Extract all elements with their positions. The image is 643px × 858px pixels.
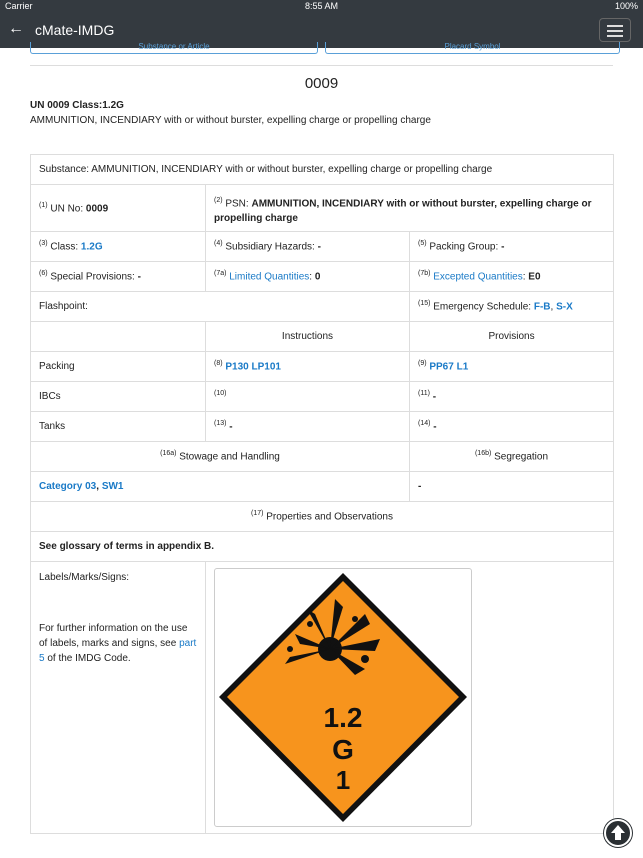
substance-button[interactable]: Substance or Article bbox=[30, 42, 318, 54]
carrier-label: Carrier bbox=[5, 1, 33, 11]
status-bar bbox=[0, 0, 643, 13]
properties-header: $^{(17)}$ Properties and Observations bbox=[31, 502, 614, 532]
un-class-line: UN 0009 Class:1.2G bbox=[30, 100, 124, 111]
flashpoint-cell: Flashpoint: bbox=[31, 292, 410, 322]
limited-quantities-link[interactable]: Limited Quantities bbox=[229, 271, 310, 283]
part5-link[interactable]: part 5 bbox=[39, 638, 197, 664]
tanks-provisions-cell: $^{(14)}$ - bbox=[410, 412, 614, 442]
tanks-instructions-cell: $^{(13)}$ - bbox=[206, 412, 410, 442]
packing-label: Packing bbox=[31, 352, 206, 382]
placard-image-frame bbox=[214, 568, 472, 827]
clock: 8:55 AM bbox=[304, 1, 339, 11]
back-arrow-icon[interactable]: ← bbox=[8, 20, 24, 37]
stowage-header: $^{(16a)}$ Stowage and Handling bbox=[31, 442, 410, 472]
ibcs-instructions-cell: (10) bbox=[206, 382, 410, 412]
hamburger-menu-icon[interactable] bbox=[599, 18, 631, 42]
placard-class-number: 1 bbox=[335, 765, 351, 795]
labels-title: Labels/Marks/Signs: bbox=[39, 572, 130, 583]
provisions-header: Provisions bbox=[410, 322, 614, 352]
top-buttons bbox=[30, 42, 620, 57]
segregation-header: $^{(16b)}$ Segregation bbox=[410, 442, 614, 472]
excepted-quantities-link[interactable]: Excepted Quantities bbox=[433, 271, 523, 283]
class-link[interactable]: 1.2G bbox=[80, 241, 103, 253]
ibcs-label: IBCs bbox=[31, 382, 206, 412]
packing-group-cell: $^{(5)}$ Packing Group: - bbox=[410, 232, 614, 262]
ems-spill-link[interactable]: S-X bbox=[556, 301, 573, 313]
un-no-cell: $^{(1)}$ UN No: 0009 bbox=[31, 185, 206, 232]
stowage-category-link[interactable]: Category 03 bbox=[39, 481, 97, 492]
page-title: 0009 bbox=[304, 75, 339, 92]
packing-provisions-cell: $^{(9)}$ PP67 L1 bbox=[410, 352, 614, 382]
explosive-class-1-placard bbox=[215, 569, 471, 826]
divider bbox=[30, 65, 613, 66]
excepted-quantities-cell: $^{(7b)}$ Excepted Quantities: E0 bbox=[410, 262, 614, 292]
stowage-cell: Category 03, SW1 bbox=[31, 472, 410, 502]
placard-compat-group: G bbox=[332, 734, 354, 765]
psn-line: AMMUNITION, INCENDIARY with or without burster, expelling charge or propelling charge bbox=[30, 115, 431, 126]
substance-cell: Substance: AMMUNITION, INCENDIARY with or without burster, expelling charge or propelling charge bbox=[31, 155, 614, 185]
ems-cell: $^{(15)}$ Emergency Schedule: F-B, S-X bbox=[410, 292, 614, 322]
empty-cell bbox=[31, 322, 206, 352]
subsidiary-cell: $^{(4)}$ Subsidiary Hazards: - bbox=[206, 232, 410, 262]
app-title: cMate-IMDG bbox=[35, 22, 115, 38]
tanks-label: Tanks bbox=[31, 412, 206, 442]
packing-instructions-cell: $^{(8)}$ P130 LP101 bbox=[206, 352, 410, 382]
placard-cell bbox=[206, 562, 614, 834]
ibcs-provisions-cell: $^{(11)}$ - bbox=[410, 382, 614, 412]
dangerous-goods-table bbox=[30, 154, 614, 834]
labels-info: For further information on the use of labels, marks and signs, see part 5 of the IMDG Code. bbox=[39, 623, 197, 664]
scroll-to-top-button[interactable] bbox=[603, 818, 633, 848]
instructions-header: Instructions bbox=[206, 322, 410, 352]
packing-instructions-link[interactable]: P130 LP101 bbox=[225, 361, 281, 373]
placard-symbol-button[interactable]: Placard Symbol bbox=[325, 42, 620, 54]
segregation-cell: - bbox=[410, 472, 614, 502]
special-provisions-cell: $^{(6)}$ Special Provisions: - bbox=[31, 262, 206, 292]
placard-division: 1.2 bbox=[323, 702, 363, 733]
glossary-note: See glossary of terms in appendix B. bbox=[31, 532, 614, 562]
arrow-up-icon bbox=[603, 818, 633, 848]
stowage-code-link[interactable]: SW1 bbox=[101, 481, 124, 492]
battery-level: 100% bbox=[614, 1, 638, 11]
packing-provisions-link[interactable]: PP67 L1 bbox=[429, 361, 469, 373]
labels-cell bbox=[31, 562, 206, 834]
psn-cell: $^{(2)}$ PSN: AMMUNITION, INCENDIARY with or without burster, expelling charge or propelling charge bbox=[206, 185, 614, 232]
class-cell: $^{(3)}$ Class: 1.2G bbox=[31, 232, 206, 262]
limited-quantities-cell: $^{(7a)}$ Limited Quantities: 0 bbox=[206, 262, 410, 292]
ems-fire-link[interactable]: F-B bbox=[533, 301, 551, 313]
